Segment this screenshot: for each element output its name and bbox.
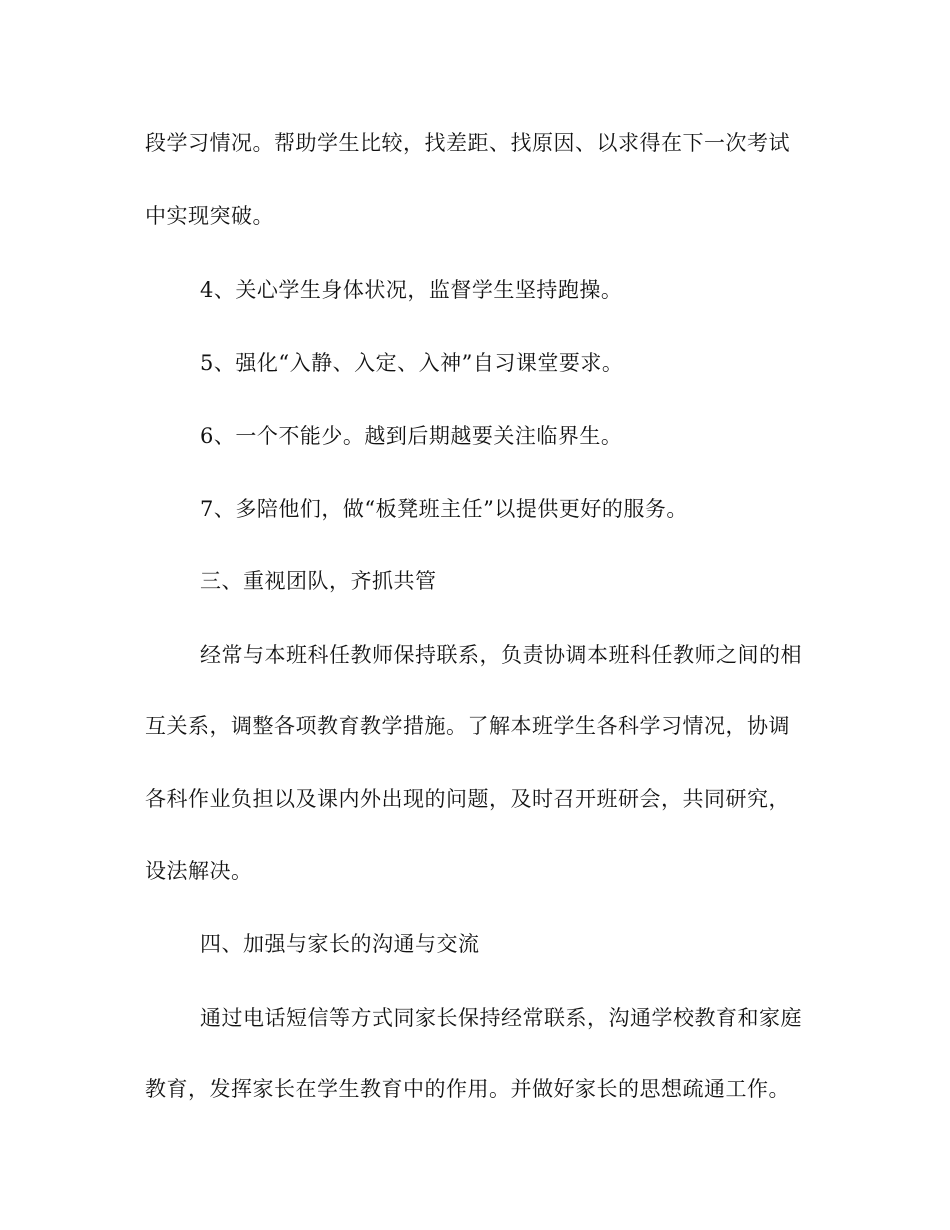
paragraph-line: 设法解决。 bbox=[145, 859, 253, 883]
list-item: 6、一个不能少。越到后期越要关注临界生。 bbox=[200, 424, 623, 448]
paragraph-line: 教育，发挥家长在学生教育中的作用。并做好家长的思想疏通工作。 bbox=[145, 1077, 790, 1101]
paragraph-line: 互关系，调整各项教育教学措施。了解本班学生各科学习情况，协调 bbox=[145, 714, 790, 738]
paragraph-line: 经常与本班科任教师保持联系，负责协调本班科任教师之间的相 bbox=[200, 643, 802, 667]
list-item: 5、强化“入静、入定、入神”自习课堂要求。 bbox=[200, 351, 624, 375]
list-item: 7、多陪他们，做“板凳班主任”以提供更好的服务。 bbox=[200, 497, 688, 521]
section-heading: 三、重视团队，齐抓共管 bbox=[200, 569, 437, 593]
list-item: 4、关心学生身体状况，监督学生坚持跑操。 bbox=[200, 278, 623, 302]
paragraph-line: 各科作业负担以及课内外出现的问题，及时召开班研会，共同研究， bbox=[145, 787, 790, 811]
paragraph-line: 段学习情况。帮助学生比较，找差距、找原因、以求得在下一次考试 bbox=[145, 131, 790, 155]
paragraph-line: 中实现突破。 bbox=[145, 204, 274, 228]
paragraph-line: 通过电话短信等方式同家长保持经常联系，沟通学校教育和家庭 bbox=[200, 1006, 802, 1030]
section-heading: 四、加强与家长的沟通与交流 bbox=[200, 932, 480, 956]
